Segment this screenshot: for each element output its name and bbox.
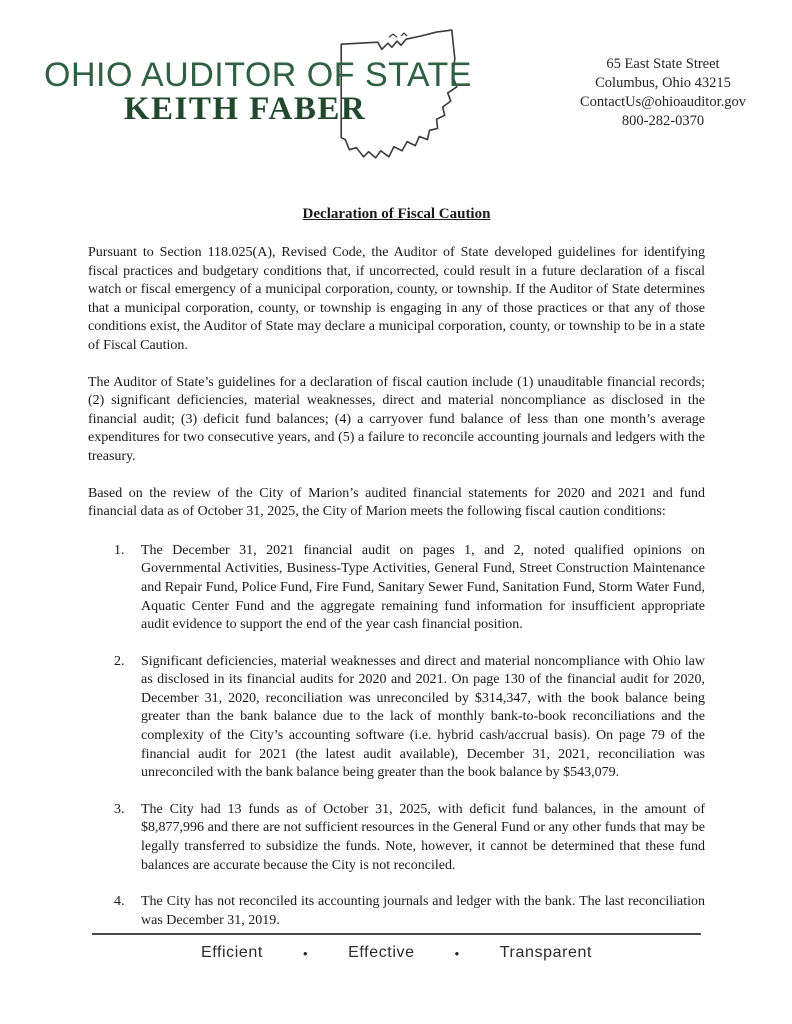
document-title: Declaration of Fiscal Caution (302, 206, 491, 222)
list-item-number: 1. (114, 542, 125, 558)
list-item-text: Significant deficiencies, material weaknesses and direct and material noncompliance with Ohio law as disclosed in its financial audits for 2020 and 2021. On page 130 of the financial audit for 2020, December 31, 2020, reconciliation was unreconciled by $314,347, with the book balance being greater than the bank balance due to the lack of monthly bank-to-book reconciliations and the complexity of the City’s accounting software (i.e. hybrid cash/accrual basis). On page 79 of the financial audit for 2021 (the latest audit available), December 31, 2021, reconciliation was unreconciled with the bank balance being greater than the book balance by $543,079. (141, 653, 705, 781)
page-footer (92, 933, 701, 962)
paragraph-caution-criteria: The Auditor of State’s guidelines for a declaration of fiscal caution include (1) unauditable financial records; (2) significant deficiencies, material weaknesses, direct and material noncompliance as disclosed in the financial audit; (3) deficit fund balances; (4) a carryover fund balance of less than one month’s average expenditures for two consecutive years, and (5) a failure to reconcile accounting journals and ledgers with the treasury. (88, 374, 705, 464)
bullet-separator-icon: • (302, 945, 309, 961)
list-item (88, 801, 705, 875)
logo-org-name: OHIO AUDITOR OF STATE (44, 56, 472, 94)
contact-city: Columbus, Ohio 43215 (595, 75, 731, 91)
contact-street: 65 East State Street (606, 56, 720, 72)
list-item-number: 4. (114, 894, 125, 910)
motto-word-efficient: Efficient (200, 944, 263, 961)
list-item-text: The December 31, 2021 financial audit on pages 1, and 2, noted qualified opinions on Governmental Activities, Business-Type Activities, General Fund, Street Construction Maintenance and Repair Fund, Police Fund, Fire Fund, Sanitary Sewer Fund, Sanitation Fund, Storm Water Fund, Aquatic Center Fund and the aggregate remaining fund information for insufficient appropriate audit evidence to support the end of the year cash financial position. (141, 542, 705, 633)
contact-block (553, 55, 773, 131)
motto (92, 944, 701, 962)
list-item-text: The City had 13 funds as of October 31, 2025, with deficit fund balances, in the amount of $8,877,996 and there are not sufficient resources in the General Fund or any other funds that may be legally transferred to subsidize the funds. Note, however, it cannot be determined that these fund balances are accurate because the City is not reconciled. (141, 801, 705, 873)
paragraph-guidelines-intro: Pursuant to Section 118.025(A), Revised Code, the Auditor of State developed guidelines for identifying fiscal practices and budgetary conditions that, if uncorrected, could result in a future declaration of a fiscal watch or fiscal emergency of a municipal corporation, county, or township. If the Auditor of State determines that a municipal corporation, county, or township is engaging in any of those practices or that any of those conditions exist, the Auditor of State may declare a municipal corporation, county, or township to be in a state of Fiscal Caution. (88, 245, 705, 353)
logo-officer-name: KEITH FABER (123, 91, 367, 127)
motto-word-effective: Effective (348, 944, 415, 961)
list-item-number: 3. (114, 801, 125, 817)
list-item (88, 893, 705, 930)
contact-email: ContactUs@ohioauditor.gov (580, 94, 746, 110)
list-item (88, 542, 705, 635)
bullet-separator-icon: • (454, 945, 460, 961)
fiscal-caution-conditions-list (88, 542, 705, 931)
footer-divider (92, 933, 701, 935)
letter-body (88, 206, 705, 948)
list-item (88, 653, 705, 783)
motto-word-transparent: Transparent (499, 944, 593, 961)
list-item-text: The City has not reconciled its accounting journals and ledger with the bank. The last reconciliation was December 31, 2019. (141, 894, 705, 928)
paragraph-marion-review: Based on the review of the City of Marion’s audited financial statements for 2020 and 2021 and fund financial data as of October 31, 2025, the City of Marion meets the following fiscal caution conditions: (88, 485, 705, 520)
contact-phone: 800-282-0370 (621, 113, 705, 129)
list-item-number: 2. (114, 653, 125, 669)
